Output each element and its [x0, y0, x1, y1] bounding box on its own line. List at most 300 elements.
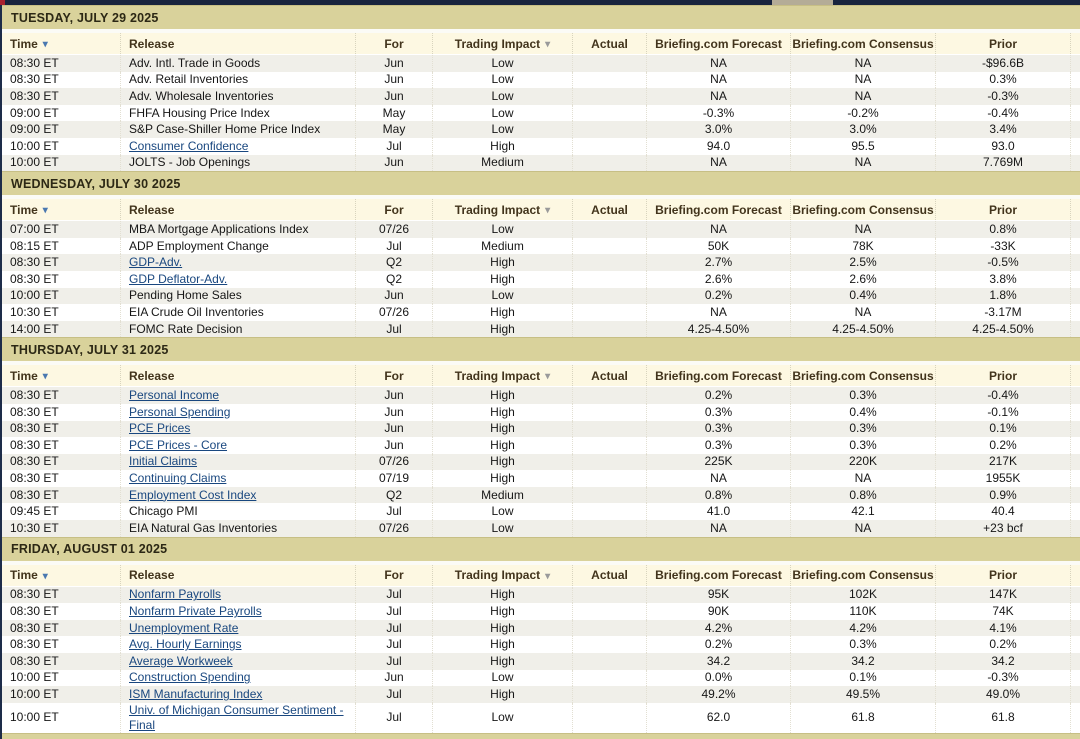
briefing-forecast-cell: NA — [646, 221, 790, 238]
release-cell — [120, 686, 355, 703]
time-cell: 08:30 ET — [10, 271, 59, 286]
row-edge-spacer — [1070, 55, 1080, 72]
table-row — [2, 288, 1080, 305]
sort-desc-icon: ▾ — [42, 371, 48, 383]
trading-impact-cell: High — [432, 587, 572, 604]
for-cell: 07/26 — [355, 520, 432, 537]
prior-cell: 0.1% — [935, 421, 1070, 438]
for-cell: Q2 — [355, 487, 432, 504]
prior-cell: 34.2 — [935, 653, 1070, 670]
column-header-label: Time — [10, 568, 38, 583]
release-link[interactable]: GDP-Adv. — [129, 255, 183, 270]
actual-cell — [572, 603, 646, 620]
trading-impact-cell: Low — [432, 55, 572, 72]
table-row — [2, 138, 1080, 155]
row-edge-spacer — [1070, 271, 1080, 288]
actual-cell — [572, 72, 646, 89]
prior-cell: -$96.6B — [935, 55, 1070, 72]
actual-cell — [572, 620, 646, 637]
time-cell: 10:00 ET — [10, 288, 59, 303]
column-header-briefing-com-consensus — [790, 33, 935, 54]
sort-desc-icon: ▾ — [545, 570, 551, 582]
column-header-prior — [935, 365, 1070, 386]
trading-impact-cell: Medium — [432, 238, 572, 255]
row-edge-spacer — [1070, 121, 1080, 138]
release-label: ADP Employment Change — [129, 238, 269, 253]
briefing-consensus-cell: NA — [790, 520, 935, 537]
topbar-tab-segment — [772, 0, 833, 5]
row-edge-spacer — [1070, 437, 1080, 454]
briefing-forecast-cell: 0.0% — [646, 670, 790, 687]
release-link[interactable]: Univ. of Michigan Consumer Sentiment - Final — [129, 702, 344, 732]
release-cell — [120, 387, 355, 404]
column-header-briefing-com-forecast — [646, 365, 790, 386]
release-label: Adv. Intl. Trade in Goods — [129, 55, 261, 70]
prior-cell: -0.1% — [935, 404, 1070, 421]
for-cell: Jul — [355, 503, 432, 520]
column-header-time[interactable] — [2, 199, 120, 220]
time-cell: 08:30 ET — [10, 604, 59, 619]
release-label: EIA Crude Oil Inventories — [129, 304, 264, 319]
release-cell — [120, 271, 355, 288]
for-cell: Jun — [355, 288, 432, 305]
release-label: FHFA Housing Price Index — [129, 105, 270, 120]
prior-cell: 3.4% — [935, 121, 1070, 138]
column-header-trading-impact[interactable] — [432, 565, 572, 586]
time-cell: 09:00 ET — [10, 105, 59, 120]
column-header-time[interactable] — [2, 33, 120, 54]
release-cell — [120, 404, 355, 421]
release-link[interactable]: PCE Prices - Core — [129, 437, 228, 452]
release-cell — [120, 503, 355, 520]
table-row — [2, 72, 1080, 89]
header-edge-spacer — [1070, 365, 1080, 386]
clipped-top-navigation-bar — [0, 0, 1080, 5]
time-cell: 08:30 ET — [10, 587, 59, 602]
column-header-actual — [572, 33, 646, 54]
trading-impact-cell: High — [432, 271, 572, 288]
header-edge-spacer — [1070, 199, 1080, 220]
row-edge-spacer — [1070, 703, 1080, 733]
time-cell: 08:30 ET — [10, 454, 59, 469]
release-link[interactable]: Nonfarm Private Payrolls — [129, 604, 262, 619]
briefing-forecast-cell: 225K — [646, 454, 790, 471]
for-cell: Jul — [355, 321, 432, 338]
column-header-prior — [935, 33, 1070, 54]
table-row — [2, 221, 1080, 238]
trading-impact-cell: High — [432, 421, 572, 438]
prior-cell: -0.3% — [935, 88, 1070, 105]
time-cell: 08:30 ET — [10, 404, 59, 419]
table-row — [2, 653, 1080, 670]
briefing-forecast-cell: 34.2 — [646, 653, 790, 670]
table-row — [2, 587, 1080, 604]
date-header: FRIDAY, AUGUST 01 2025 — [2, 537, 1080, 561]
trading-impact-cell: High — [432, 254, 572, 271]
briefing-consensus-cell: 102K — [790, 587, 935, 604]
briefing-consensus-cell: 2.5% — [790, 254, 935, 271]
day-section — [2, 171, 1080, 337]
prior-cell: 0.3% — [935, 72, 1070, 89]
actual-cell — [572, 304, 646, 321]
column-header-trading-impact[interactable] — [432, 199, 572, 220]
trading-impact-cell: Low — [432, 105, 572, 122]
trading-impact-cell: High — [432, 603, 572, 620]
briefing-consensus-cell: 78K — [790, 238, 935, 255]
row-edge-spacer — [1070, 470, 1080, 487]
release-cell — [120, 421, 355, 438]
column-header-label: Time — [10, 202, 38, 217]
for-cell: Jun — [355, 155, 432, 172]
row-edge-spacer — [1070, 421, 1080, 438]
release-label: Adv. Retail Inventories — [129, 72, 249, 87]
column-header-label: Actual — [591, 368, 628, 383]
for-cell: Jul — [355, 653, 432, 670]
column-header-briefing-com-consensus — [790, 565, 935, 586]
prior-cell: 0.2% — [935, 636, 1070, 653]
prior-cell: 1.8% — [935, 288, 1070, 305]
time-cell: 10:00 ET — [10, 687, 59, 702]
for-cell: May — [355, 121, 432, 138]
time-cell: 10:00 ET — [10, 670, 59, 685]
actual-cell — [572, 670, 646, 687]
table-row — [2, 620, 1080, 637]
time-cell: 09:00 ET — [10, 122, 59, 137]
prior-cell: 61.8 — [935, 703, 1070, 733]
briefing-forecast-cell: 95K — [646, 587, 790, 604]
column-header-label: Briefing.com Forecast — [655, 36, 782, 51]
time-cell: 10:30 ET — [10, 520, 59, 535]
table-row — [2, 421, 1080, 438]
column-header-briefing-com-consensus — [790, 365, 935, 386]
column-header-label: Release — [129, 368, 175, 383]
column-header-actual — [572, 365, 646, 386]
time-cell: 09:45 ET — [10, 504, 59, 519]
table-row — [2, 88, 1080, 105]
for-cell: Jul — [355, 238, 432, 255]
column-header-briefing-com-forecast — [646, 33, 790, 54]
column-header-for — [355, 199, 432, 220]
release-label: Adv. Wholesale Inventories — [129, 88, 274, 103]
row-edge-spacer — [1070, 105, 1080, 122]
release-cell — [120, 321, 355, 338]
briefing-forecast-cell: 0.3% — [646, 437, 790, 454]
column-header-label: Release — [129, 202, 175, 217]
briefing-forecast-cell: 0.3% — [646, 421, 790, 438]
prior-cell: -3.17M — [935, 304, 1070, 321]
row-edge-spacer — [1070, 670, 1080, 687]
prior-cell: 49.0% — [935, 686, 1070, 703]
trading-impact-cell: High — [432, 686, 572, 703]
row-edge-spacer — [1070, 387, 1080, 404]
day-section — [2, 537, 1080, 733]
trading-impact-cell: High — [432, 404, 572, 421]
time-cell: 08:30 ET — [10, 388, 59, 403]
time-cell: 08:30 ET — [10, 620, 59, 635]
date-header: THURSDAY, JULY 31 2025 — [2, 337, 1080, 361]
column-header-label: Briefing.com Consensus — [792, 202, 934, 217]
briefing-forecast-cell: 2.7% — [646, 254, 790, 271]
column-header-label: Release — [129, 568, 175, 583]
release-cell — [120, 703, 355, 733]
table-row — [2, 271, 1080, 288]
release-cell — [120, 105, 355, 122]
release-cell — [120, 138, 355, 155]
column-header-label: Briefing.com Consensus — [792, 368, 934, 383]
table-row — [2, 686, 1080, 703]
column-header-label: Briefing.com Consensus — [792, 36, 934, 51]
prior-cell: 217K — [935, 454, 1070, 471]
actual-cell — [572, 221, 646, 238]
briefing-consensus-cell: NA — [790, 221, 935, 238]
briefing-consensus-cell: 0.3% — [790, 387, 935, 404]
column-header-row — [2, 199, 1080, 221]
for-cell: Jun — [355, 55, 432, 72]
actual-cell — [572, 288, 646, 305]
column-header-label: Actual — [591, 36, 628, 51]
time-cell: 14:00 ET — [10, 321, 59, 336]
briefing-forecast-cell: 0.2% — [646, 636, 790, 653]
date-header: TUESDAY, JULY 29 2025 — [2, 5, 1080, 29]
trading-impact-cell: Low — [432, 703, 572, 733]
column-header-label: Release — [129, 36, 175, 51]
briefing-consensus-cell: NA — [790, 55, 935, 72]
row-edge-spacer — [1070, 520, 1080, 537]
briefing-forecast-cell: 4.2% — [646, 620, 790, 637]
briefing-forecast-cell: 2.6% — [646, 271, 790, 288]
for-cell: Q2 — [355, 254, 432, 271]
for-cell: Jul — [355, 138, 432, 155]
release-cell — [120, 288, 355, 305]
row-edge-spacer — [1070, 620, 1080, 637]
table-row — [2, 321, 1080, 338]
briefing-forecast-cell: 4.25-4.50% — [646, 321, 790, 338]
time-cell: 10:00 ET — [10, 138, 59, 153]
column-header-label: For — [384, 568, 404, 583]
column-header-label: Trading Impact — [454, 368, 541, 383]
time-cell: 08:30 ET — [10, 255, 59, 270]
table-row — [2, 603, 1080, 620]
time-cell: 08:30 ET — [10, 421, 59, 436]
column-header-label: Prior — [988, 568, 1017, 583]
actual-cell — [572, 105, 646, 122]
trading-impact-cell: Low — [432, 221, 572, 238]
actual-cell — [572, 653, 646, 670]
release-link[interactable]: Consumer Confidence — [129, 138, 249, 153]
release-link[interactable]: ISM Manufacturing Index — [129, 687, 263, 702]
column-header-for — [355, 33, 432, 54]
prior-cell: 7.769M — [935, 155, 1070, 172]
sort-desc-icon: ▾ — [42, 205, 48, 217]
table-row — [2, 238, 1080, 255]
column-header-label: For — [384, 202, 404, 217]
column-header-label: Briefing.com Consensus — [792, 568, 934, 583]
day-section — [2, 5, 1080, 171]
row-edge-spacer — [1070, 487, 1080, 504]
actual-cell — [572, 454, 646, 471]
sort-desc-icon: ▾ — [545, 39, 551, 50]
briefing-consensus-cell: 42.1 — [790, 503, 935, 520]
actual-cell — [572, 387, 646, 404]
release-link[interactable]: GDP Deflator-Adv. — [129, 271, 228, 286]
release-cell — [120, 454, 355, 471]
row-edge-spacer — [1070, 503, 1080, 520]
release-cell — [120, 603, 355, 620]
release-cell — [120, 437, 355, 454]
briefing-consensus-cell: 110K — [790, 603, 935, 620]
briefing-forecast-cell: 0.2% — [646, 288, 790, 305]
actual-cell — [572, 470, 646, 487]
column-header-trading-impact[interactable] — [432, 33, 572, 54]
for-cell: Jul — [355, 620, 432, 637]
briefing-forecast-cell: NA — [646, 304, 790, 321]
prior-cell: 4.25-4.50% — [935, 321, 1070, 338]
column-header-time[interactable] — [2, 365, 120, 386]
for-cell: Jun — [355, 88, 432, 105]
column-header-label: Trading Impact — [454, 568, 541, 583]
release-link[interactable]: Personal Income — [129, 388, 220, 403]
time-cell: 07:00 ET — [10, 221, 59, 236]
release-link[interactable]: Unemployment Rate — [129, 620, 239, 635]
release-label: EIA Natural Gas Inventories — [129, 520, 278, 535]
prior-cell: -0.4% — [935, 387, 1070, 404]
prior-cell: +23 bcf — [935, 520, 1070, 537]
topbar-red-segment — [0, 0, 5, 5]
release-cell — [120, 620, 355, 637]
release-link[interactable]: Personal Spending — [129, 404, 231, 419]
release-cell — [120, 121, 355, 138]
column-header-actual — [572, 199, 646, 220]
row-edge-spacer — [1070, 653, 1080, 670]
briefing-consensus-cell: 61.8 — [790, 703, 935, 733]
actual-cell — [572, 121, 646, 138]
briefing-consensus-cell: 4.25-4.50% — [790, 321, 935, 338]
column-header-trading-impact[interactable] — [432, 365, 572, 386]
release-cell — [120, 304, 355, 321]
trading-impact-cell: High — [432, 653, 572, 670]
briefing-forecast-cell: 94.0 — [646, 138, 790, 155]
table-row — [2, 520, 1080, 537]
header-edge-spacer — [1070, 565, 1080, 586]
row-edge-spacer — [1070, 88, 1080, 105]
time-cell: 08:30 ET — [10, 637, 59, 652]
for-cell: Jun — [355, 670, 432, 687]
prior-cell: -33K — [935, 238, 1070, 255]
briefing-consensus-cell: NA — [790, 155, 935, 172]
for-cell: 07/26 — [355, 304, 432, 321]
release-link[interactable]: PCE Prices — [129, 421, 191, 436]
row-edge-spacer — [1070, 288, 1080, 305]
briefing-consensus-cell: NA — [790, 72, 935, 89]
column-header-for — [355, 365, 432, 386]
column-header-release — [120, 33, 355, 54]
actual-cell — [572, 138, 646, 155]
briefing-consensus-cell: 3.0% — [790, 121, 935, 138]
trading-impact-cell: High — [432, 620, 572, 637]
trading-impact-cell: Low — [432, 670, 572, 687]
column-header-time[interactable] — [2, 565, 120, 586]
trading-impact-cell: Low — [432, 288, 572, 305]
time-cell: 08:30 ET — [10, 88, 59, 103]
release-link[interactable]: Employment Cost Index — [129, 487, 257, 502]
release-label: S&P Case-Shiller Home Price Index — [129, 122, 321, 137]
for-cell: Q2 — [355, 271, 432, 288]
trading-impact-cell: Low — [432, 121, 572, 138]
actual-cell — [572, 404, 646, 421]
column-header-label: Actual — [591, 568, 628, 583]
row-edge-spacer — [1070, 454, 1080, 471]
row-edge-spacer — [1070, 254, 1080, 271]
prior-cell: 3.8% — [935, 271, 1070, 288]
briefing-forecast-cell: NA — [646, 88, 790, 105]
for-cell: Jun — [355, 421, 432, 438]
briefing-forecast-cell: 0.2% — [646, 387, 790, 404]
prior-cell: 93.0 — [935, 138, 1070, 155]
row-edge-spacer — [1070, 221, 1080, 238]
release-cell — [120, 155, 355, 172]
row-edge-spacer — [1070, 321, 1080, 338]
time-cell: 08:30 ET — [10, 437, 59, 452]
release-link[interactable]: Avg. Hourly Earnings — [129, 637, 242, 652]
table-row — [2, 404, 1080, 421]
column-header-label: Time — [10, 36, 38, 51]
row-edge-spacer — [1070, 404, 1080, 421]
release-cell — [120, 587, 355, 604]
release-cell — [120, 487, 355, 504]
table-row — [2, 304, 1080, 321]
time-cell: 10:00 ET — [10, 155, 59, 170]
trading-impact-cell: Low — [432, 503, 572, 520]
briefing-forecast-cell: 62.0 — [646, 703, 790, 733]
time-cell: 08:30 ET — [10, 55, 59, 70]
column-header-label: Briefing.com Forecast — [655, 568, 782, 583]
briefing-consensus-cell: NA — [790, 470, 935, 487]
table-row — [2, 155, 1080, 172]
release-label: JOLTS - Job Openings — [129, 155, 251, 170]
release-link[interactable]: Construction Spending — [129, 670, 251, 685]
date-header: WEDNESDAY, JULY 30 2025 — [2, 171, 1080, 195]
release-cell — [120, 470, 355, 487]
column-header-label: Time — [10, 368, 38, 383]
release-cell — [120, 254, 355, 271]
release-cell — [120, 520, 355, 537]
for-cell: 07/26 — [355, 454, 432, 471]
column-header-label: Trading Impact — [454, 36, 541, 51]
time-cell: 08:30 ET — [10, 72, 59, 87]
prior-cell: -0.4% — [935, 105, 1070, 122]
prior-cell: 0.8% — [935, 221, 1070, 238]
sort-desc-icon: ▾ — [42, 39, 48, 50]
briefing-consensus-cell: 0.1% — [790, 670, 935, 687]
release-link[interactable]: Initial Claims — [129, 454, 198, 469]
release-cell — [120, 55, 355, 72]
row-edge-spacer — [1070, 72, 1080, 89]
row-edge-spacer — [1070, 587, 1080, 604]
column-header-label: Briefing.com Forecast — [655, 202, 782, 217]
column-header-label: Prior — [988, 202, 1017, 217]
briefing-consensus-cell: 49.5% — [790, 686, 935, 703]
row-edge-spacer — [1070, 155, 1080, 172]
release-link[interactable]: Nonfarm Payrolls — [129, 587, 222, 602]
table-row — [2, 636, 1080, 653]
release-link[interactable]: Average Workweek — [129, 653, 233, 668]
for-cell: Jul — [355, 636, 432, 653]
release-link[interactable]: Continuing Claims — [129, 471, 227, 486]
for-cell: Jul — [355, 686, 432, 703]
for-cell: 07/19 — [355, 470, 432, 487]
release-cell — [120, 670, 355, 687]
prior-cell: 40.4 — [935, 503, 1070, 520]
